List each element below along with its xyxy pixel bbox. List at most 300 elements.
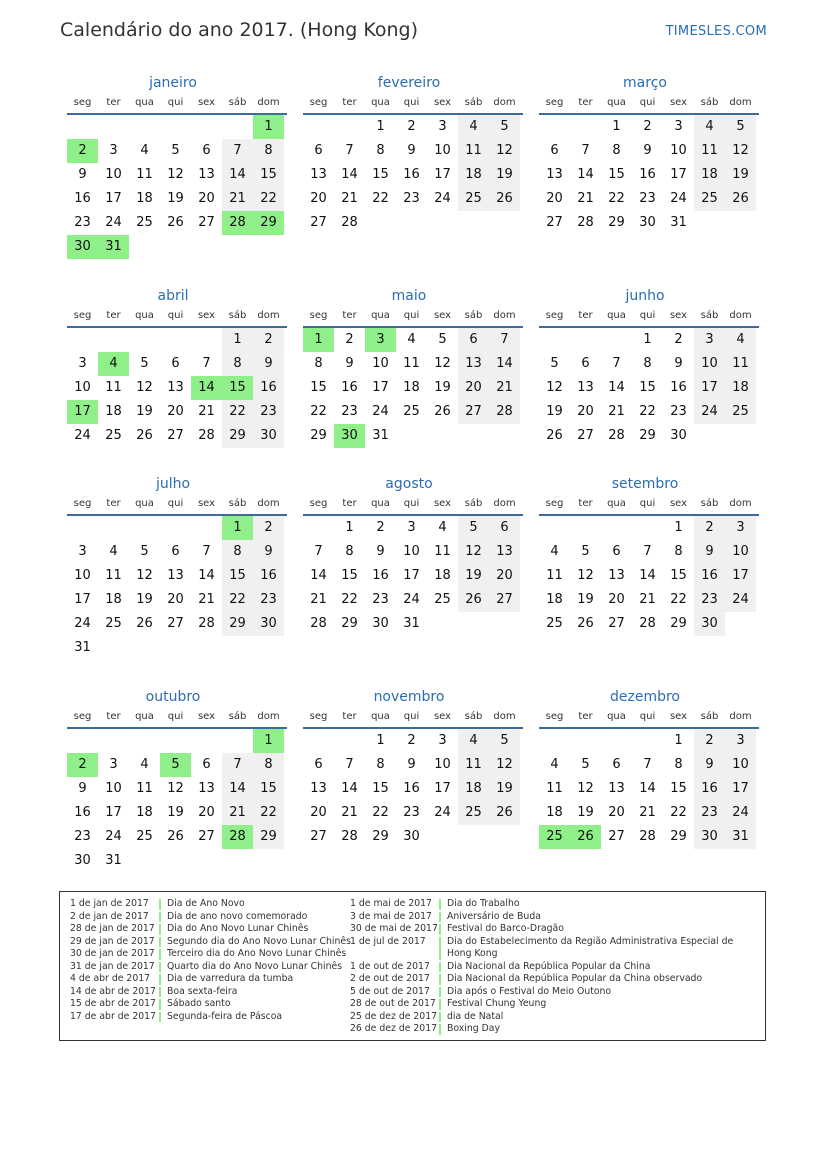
brand-link[interactable]: TIMESLES.COM xyxy=(665,24,767,39)
empty-day-cell xyxy=(396,211,427,235)
weekday-header: ter xyxy=(106,498,121,509)
weekend-day-cell: 2 xyxy=(253,516,284,540)
empty-day-cell xyxy=(129,516,160,540)
weekday-header: ter xyxy=(578,498,593,509)
day-cell: 4 xyxy=(550,757,559,772)
weekday-header: sex xyxy=(197,97,216,108)
day-cell: 17 xyxy=(372,380,389,395)
month-fevereiro xyxy=(298,74,520,235)
week-row xyxy=(303,187,520,211)
day-cell: 24 xyxy=(403,592,420,607)
holiday-legend-row xyxy=(350,898,750,911)
week-row xyxy=(539,424,756,448)
holiday-date: 28 de jan de 2017 xyxy=(70,923,155,934)
empty-day-cell xyxy=(539,328,570,352)
day-cell: 26 xyxy=(167,215,184,230)
weekday-header: sáb xyxy=(700,711,719,722)
weekday-header: qui xyxy=(639,310,656,321)
day-cell: 23 xyxy=(403,805,420,820)
empty-day-cell xyxy=(334,115,365,139)
empty-day-cell xyxy=(98,636,129,660)
day-cell: 13 xyxy=(198,781,215,796)
holiday-day-cell: 30 xyxy=(334,424,365,448)
empty-day-cell xyxy=(98,328,129,352)
holiday-marker xyxy=(439,924,441,935)
weekend-day-cell: 14 xyxy=(222,163,253,187)
day-cell: 18 xyxy=(105,404,122,419)
holiday-date: 26 de dez de 2017 xyxy=(350,1023,438,1034)
day-cell: 6 xyxy=(202,757,211,772)
day-cell: 20 xyxy=(167,592,184,607)
month-agosto xyxy=(298,475,520,636)
week-row xyxy=(67,139,284,163)
weekend-day-cell: 30 xyxy=(253,424,284,448)
day-cell: 11 xyxy=(546,781,563,796)
weekend-day-cell: 4 xyxy=(725,328,756,352)
weekday-header: qua xyxy=(607,310,626,321)
week-row xyxy=(539,211,756,235)
weekday-header: dom xyxy=(729,310,752,321)
day-cell: 22 xyxy=(608,191,625,206)
week-row xyxy=(539,564,756,588)
holiday-legend-row xyxy=(70,986,351,999)
weekday-header: sáb xyxy=(700,97,719,108)
weekday-header: ter xyxy=(578,97,593,108)
day-cell: 23 xyxy=(639,191,656,206)
day-cell: 13 xyxy=(546,167,563,182)
day-cell: 28 xyxy=(639,829,656,844)
empty-day-cell xyxy=(222,849,253,873)
day-cell: 27 xyxy=(310,215,327,230)
holiday-day-cell: 25 xyxy=(539,825,570,849)
weekday-header: dom xyxy=(257,97,280,108)
empty-day-cell xyxy=(458,424,489,448)
holiday-date: 1 de out de 2017 xyxy=(350,960,430,972)
weekday-header: seg xyxy=(309,310,328,321)
weekend-day-cell: 26 xyxy=(489,801,520,825)
holiday-date: 30 de jan de 2017 xyxy=(70,948,155,959)
day-cell: 4 xyxy=(438,520,447,535)
weekday-header: sex xyxy=(433,711,452,722)
day-cell: 12 xyxy=(167,167,184,182)
weekend-day-cell: 16 xyxy=(694,777,725,801)
week-row xyxy=(67,729,284,753)
day-cell: 14 xyxy=(198,568,215,583)
holiday-day-cell: 1 xyxy=(303,328,334,352)
empty-day-cell xyxy=(129,115,160,139)
weekday-header: qui xyxy=(639,97,656,108)
day-cell: 26 xyxy=(167,829,184,844)
day-cell: 23 xyxy=(403,191,420,206)
day-cell: 19 xyxy=(167,805,184,820)
month-outubro xyxy=(62,688,284,873)
holiday-marker xyxy=(439,1024,441,1035)
weekend-day-cell: 21 xyxy=(222,801,253,825)
weekend-day-cell: 10 xyxy=(725,540,756,564)
holiday-marker xyxy=(439,974,441,985)
day-cell: 31 xyxy=(372,428,389,443)
empty-day-cell xyxy=(222,636,253,660)
day-cell: 13 xyxy=(310,781,327,796)
day-cell: 8 xyxy=(314,356,323,371)
day-cell: 30 xyxy=(74,853,91,868)
day-cell: 4 xyxy=(140,143,149,158)
empty-day-cell xyxy=(129,729,160,753)
day-cell: 7 xyxy=(345,757,354,772)
weekday-header: dom xyxy=(257,498,280,509)
weekend-day-cell: 22 xyxy=(222,400,253,424)
week-row xyxy=(67,612,284,636)
holiday-day-cell: 17 xyxy=(67,400,98,424)
holiday-name: Festival Chung Yeung xyxy=(447,998,547,1009)
day-cell: 4 xyxy=(140,757,149,772)
day-cell: 21 xyxy=(639,805,656,820)
weekend-day-cell: 25 xyxy=(694,187,725,211)
weekend-day-cell: 12 xyxy=(489,139,520,163)
week-row xyxy=(303,376,520,400)
holiday-marker xyxy=(159,962,161,973)
weekend-day-cell: 31 xyxy=(725,825,756,849)
week-row xyxy=(539,753,756,777)
day-cell: 21 xyxy=(341,805,358,820)
month-name: abril xyxy=(157,288,189,304)
day-cell: 29 xyxy=(310,428,327,443)
day-cell: 27 xyxy=(608,616,625,631)
day-cell: 21 xyxy=(198,592,215,607)
weekend-day-cell: 27 xyxy=(489,588,520,612)
holiday-date: 2 de jan de 2017 xyxy=(70,910,149,922)
weekend-day-cell: 19 xyxy=(458,564,489,588)
day-cell: 6 xyxy=(581,356,590,371)
holiday-day-cell: 4 xyxy=(98,352,129,376)
empty-day-cell xyxy=(222,729,253,753)
empty-day-cell xyxy=(222,115,253,139)
weekend-day-cell: 8 xyxy=(222,540,253,564)
day-cell: 20 xyxy=(310,191,327,206)
holiday-legend-row xyxy=(350,998,750,1011)
week-row xyxy=(303,115,520,139)
month-name: agosto xyxy=(385,476,433,492)
weekday-header-row xyxy=(67,709,284,727)
weekend-day-cell: 13 xyxy=(458,352,489,376)
weekday-header: ter xyxy=(342,711,357,722)
holiday-day-cell: 30 xyxy=(67,235,98,259)
day-cell: 7 xyxy=(612,356,621,371)
day-cell: 31 xyxy=(74,640,91,655)
day-cell: 23 xyxy=(74,215,91,230)
weekend-day-cell: 12 xyxy=(725,139,756,163)
weekend-day-cell: 3 xyxy=(725,516,756,540)
weekend-day-cell: 14 xyxy=(222,777,253,801)
week-row xyxy=(303,753,520,777)
holiday-legend-row xyxy=(70,948,351,961)
holiday-date: 28 de out de 2017 xyxy=(350,998,436,1009)
weekend-day-cell: 17 xyxy=(725,777,756,801)
weekday-header-row xyxy=(303,709,520,727)
empty-day-cell xyxy=(253,235,284,259)
empty-day-cell xyxy=(191,235,222,259)
day-cell: 15 xyxy=(341,568,358,583)
empty-day-cell xyxy=(160,729,191,753)
holiday-day-cell: 29 xyxy=(253,211,284,235)
day-cell: 22 xyxy=(670,805,687,820)
empty-day-cell xyxy=(129,849,160,873)
day-cell: 28 xyxy=(198,616,215,631)
empty-day-cell xyxy=(427,825,458,849)
week-row xyxy=(539,187,756,211)
weekend-day-cell: 7 xyxy=(222,139,253,163)
month-name: outubro xyxy=(145,689,201,705)
day-cell: 31 xyxy=(670,215,687,230)
weekend-day-cell: 20 xyxy=(458,376,489,400)
weekday-header-row xyxy=(539,496,756,514)
empty-day-cell xyxy=(396,424,427,448)
holiday-marker xyxy=(439,999,441,1010)
day-cell: 8 xyxy=(674,757,683,772)
day-cell: 3 xyxy=(438,119,447,134)
weekend-day-cell: 26 xyxy=(725,187,756,211)
weekend-day-cell: 2 xyxy=(253,328,284,352)
day-cell: 7 xyxy=(643,757,652,772)
empty-day-cell xyxy=(253,849,284,873)
day-cell: 9 xyxy=(376,544,385,559)
holiday-legend-right-column xyxy=(350,898,750,1036)
day-cell: 12 xyxy=(167,781,184,796)
holiday-marker xyxy=(439,1012,441,1023)
weekend-day-cell: 30 xyxy=(694,825,725,849)
holiday-day-cell: 2 xyxy=(67,139,98,163)
weekend-day-cell: 8 xyxy=(253,139,284,163)
day-cell: 16 xyxy=(639,167,656,182)
weekend-day-cell: 4 xyxy=(458,729,489,753)
day-cell: 15 xyxy=(310,380,327,395)
week-row xyxy=(303,612,520,636)
day-cell: 1 xyxy=(345,520,354,535)
week-row xyxy=(539,328,756,352)
day-cell: 3 xyxy=(438,733,447,748)
week-row xyxy=(539,540,756,564)
month-name: janeiro xyxy=(149,75,197,91)
weekday-header: sex xyxy=(669,711,688,722)
day-cell: 17 xyxy=(403,568,420,583)
empty-day-cell xyxy=(694,424,725,448)
day-cell: 21 xyxy=(577,191,594,206)
empty-day-cell xyxy=(222,235,253,259)
week-row xyxy=(67,777,284,801)
weekday-header: dom xyxy=(493,498,516,509)
holiday-marker xyxy=(159,1012,161,1023)
page-title: Calendário do ano 2017. (Hong Kong) xyxy=(60,19,419,41)
holiday-marker xyxy=(159,924,161,935)
empty-day-cell xyxy=(632,729,663,753)
weekend-day-cell: 29 xyxy=(222,424,253,448)
day-cell: 28 xyxy=(639,616,656,631)
holiday-legend-row xyxy=(350,961,750,974)
day-cell: 15 xyxy=(670,781,687,796)
day-cell: 6 xyxy=(550,143,559,158)
weekday-header: qua xyxy=(135,310,154,321)
holiday-legend-row xyxy=(70,911,351,924)
day-cell: 12 xyxy=(136,380,153,395)
weekday-header: sex xyxy=(433,310,452,321)
weekday-header: sáb xyxy=(228,310,247,321)
week-row xyxy=(67,352,284,376)
holiday-date: 1 de jul de 2017 xyxy=(350,935,426,947)
day-cell: 13 xyxy=(608,781,625,796)
weekday-header: sex xyxy=(197,310,216,321)
day-cell: 17 xyxy=(670,167,687,182)
weekday-header: qua xyxy=(371,97,390,108)
holiday-date: 25 de dez de 2017 xyxy=(350,1010,438,1022)
day-cell: 25 xyxy=(105,616,122,631)
day-cell: 3 xyxy=(109,143,118,158)
weekday-header-row xyxy=(303,496,520,514)
weekday-header: dom xyxy=(729,498,752,509)
weekday-header: sex xyxy=(197,498,216,509)
empty-day-cell xyxy=(191,636,222,660)
week-row xyxy=(67,636,284,660)
weekend-day-cell: 15 xyxy=(253,163,284,187)
week-row xyxy=(539,612,756,636)
day-cell: 14 xyxy=(577,167,594,182)
weekday-header: sáb xyxy=(228,498,247,509)
week-row xyxy=(539,400,756,424)
weekday-header: ter xyxy=(106,310,121,321)
holiday-name: Quarto dia do Ano Novo Lunar Chinês xyxy=(167,960,343,972)
weekend-day-cell: 22 xyxy=(222,588,253,612)
day-cell: 26 xyxy=(577,616,594,631)
weekend-day-cell: 5 xyxy=(725,115,756,139)
month-janeiro xyxy=(62,74,284,259)
week-row xyxy=(303,777,520,801)
day-cell: 9 xyxy=(345,356,354,371)
holiday-date: 3 de mai de 2017 xyxy=(350,910,432,922)
weekend-day-cell: 23 xyxy=(253,588,284,612)
day-cell: 8 xyxy=(643,356,652,371)
day-cell: 18 xyxy=(136,805,153,820)
day-cell: 24 xyxy=(74,428,91,443)
empty-day-cell xyxy=(539,729,570,753)
month-julho xyxy=(62,475,284,660)
weekday-header: qua xyxy=(135,711,154,722)
weekday-header: qua xyxy=(135,498,154,509)
day-cell: 17 xyxy=(74,592,91,607)
day-cell: 15 xyxy=(608,167,625,182)
weekday-header: dom xyxy=(493,97,516,108)
day-cell: 3 xyxy=(78,356,87,371)
weekend-day-cell: 21 xyxy=(489,376,520,400)
weekday-header: seg xyxy=(309,97,328,108)
week-row xyxy=(303,564,520,588)
week-row xyxy=(67,516,284,540)
day-cell: 21 xyxy=(608,404,625,419)
weekend-day-cell: 11 xyxy=(458,139,489,163)
day-cell: 18 xyxy=(546,592,563,607)
empty-day-cell xyxy=(160,849,191,873)
day-cell: 20 xyxy=(310,805,327,820)
day-cell: 1 xyxy=(674,733,683,748)
day-cell: 10 xyxy=(74,568,91,583)
holiday-name: Festival do Barco-Dragão xyxy=(447,923,564,934)
day-cell: 4 xyxy=(407,332,416,347)
weekday-header-row xyxy=(539,308,756,326)
day-cell: 8 xyxy=(612,143,621,158)
day-cell: 11 xyxy=(136,167,153,182)
day-cell: 9 xyxy=(407,757,416,772)
weekend-day-cell: 2 xyxy=(694,516,725,540)
day-cell: 31 xyxy=(403,616,420,631)
day-cell: 26 xyxy=(136,616,153,631)
month-name: maio xyxy=(391,288,427,304)
empty-day-cell xyxy=(67,328,98,352)
weekday-header: qua xyxy=(607,97,626,108)
holiday-marker xyxy=(159,999,161,1010)
week-row xyxy=(303,825,520,849)
week-row xyxy=(539,801,756,825)
day-cell: 27 xyxy=(167,428,184,443)
day-cell: 4 xyxy=(550,544,559,559)
holiday-date: 2 de out de 2017 xyxy=(350,973,430,984)
weekend-day-cell: 6 xyxy=(458,328,489,352)
day-cell: 24 xyxy=(105,215,122,230)
day-cell: 22 xyxy=(372,805,389,820)
weekend-day-cell: 5 xyxy=(489,729,520,753)
week-row xyxy=(67,187,284,211)
month-name: março xyxy=(623,75,667,91)
empty-day-cell xyxy=(601,729,632,753)
week-row xyxy=(539,163,756,187)
day-cell: 10 xyxy=(74,380,91,395)
holiday-legend-row xyxy=(70,1011,351,1024)
day-cell: 27 xyxy=(167,616,184,631)
holiday-day-cell: 31 xyxy=(98,235,129,259)
holiday-name: Segunda-feira de Páscoa xyxy=(167,1010,283,1022)
weekend-day-cell: 29 xyxy=(222,612,253,636)
weekend-day-cell: 2 xyxy=(694,729,725,753)
holiday-name: Dia Nacional da República Popular da China observado xyxy=(447,973,703,984)
day-cell: 18 xyxy=(434,568,451,583)
weekday-header: sex xyxy=(669,310,688,321)
weekend-day-cell: 25 xyxy=(458,801,489,825)
month-março xyxy=(534,74,756,235)
weekday-header-row xyxy=(539,95,756,113)
weekday-header: sáb xyxy=(228,711,247,722)
month-name: julho xyxy=(155,476,191,492)
day-cell: 9 xyxy=(643,143,652,158)
day-cell: 29 xyxy=(670,829,687,844)
day-cell: 11 xyxy=(546,568,563,583)
weekend-day-cell: 16 xyxy=(694,564,725,588)
day-cell: 23 xyxy=(670,404,687,419)
day-cell: 9 xyxy=(407,143,416,158)
week-row xyxy=(67,376,284,400)
day-cell: 13 xyxy=(310,167,327,182)
day-cell: 9 xyxy=(674,356,683,371)
empty-day-cell xyxy=(725,211,756,235)
empty-day-cell xyxy=(191,729,222,753)
day-cell: 27 xyxy=(198,215,215,230)
week-row xyxy=(67,424,284,448)
day-cell: 21 xyxy=(639,592,656,607)
weekday-header: seg xyxy=(545,498,564,509)
weekend-day-cell: 7 xyxy=(222,753,253,777)
week-row xyxy=(303,328,520,352)
week-row xyxy=(67,825,284,849)
day-cell: 18 xyxy=(546,805,563,820)
holiday-name: Dia do Estabelecimento da Região Administrativa Especial de Hong Kong xyxy=(447,935,734,959)
empty-day-cell xyxy=(365,211,396,235)
holiday-legend-row xyxy=(350,986,750,999)
